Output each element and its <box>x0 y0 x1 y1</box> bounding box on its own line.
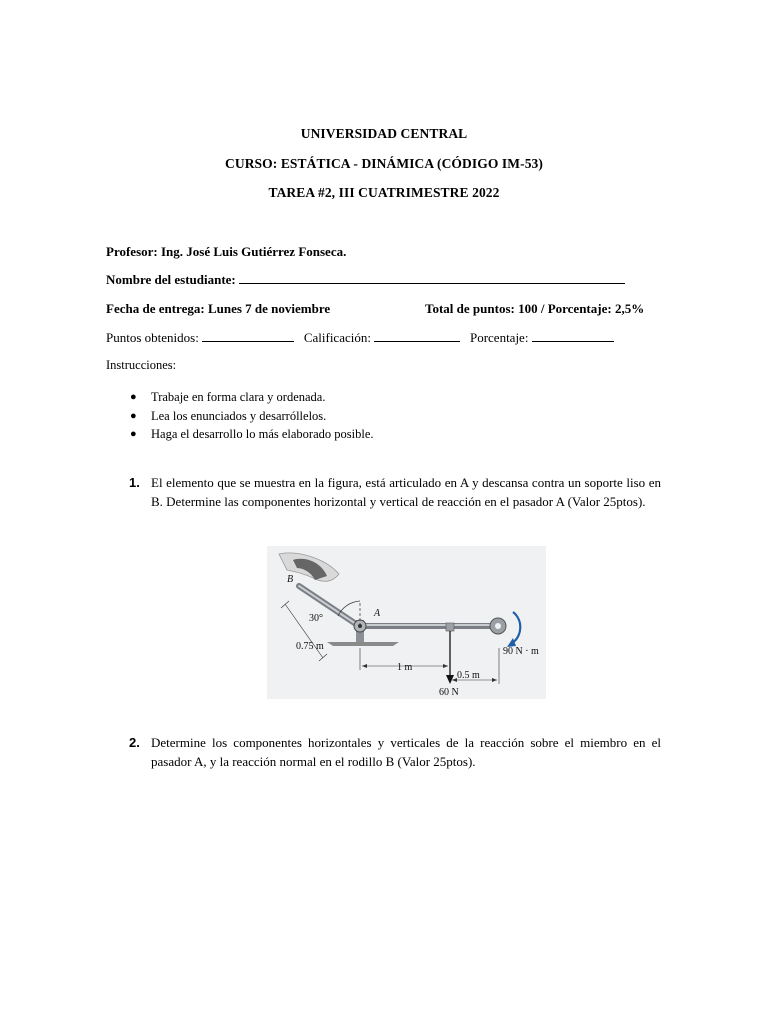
grade-blank[interactable] <box>374 330 460 342</box>
university-title: UNIVERSIDAD CENTRAL <box>300 126 468 141</box>
points-blank[interactable] <box>202 330 294 342</box>
grading-line <box>106 330 614 346</box>
floor-base <box>327 642 399 646</box>
list-item: ● Trabaje en forma clara y ordenada. <box>130 390 326 404</box>
due-label: Fecha de entrega: <box>106 301 205 316</box>
percent-blank[interactable] <box>532 330 614 342</box>
bullet-icon: ● <box>130 428 137 440</box>
label-05m: 0.5 m <box>457 670 480 681</box>
load-collar <box>446 623 454 631</box>
label-force: 60 N <box>439 687 459 698</box>
bullet-icon: ● <box>130 409 137 422</box>
problem-2-text: Determine los componentes horizontales y verticales de la reacción sobre el miembro en el pasador A, y la reacción normal en el rodillo B (Valor 25ptos). <box>151 735 661 769</box>
student-name-line <box>106 272 625 288</box>
student-label: Nombre del estudiante: <box>106 272 236 287</box>
mechanics-diagram <box>267 546 546 699</box>
total-points: Total de puntos: 100 / Porcentaje: 2,5% <box>425 301 645 316</box>
due-value: Lunes 7 de noviembre <box>207 301 331 316</box>
label-075m: 0.75 m <box>296 641 324 652</box>
label-b: B <box>287 574 294 585</box>
student-name-blank[interactable] <box>239 272 625 284</box>
label-1m: 1 m <box>397 662 413 673</box>
instructions-list <box>130 388 374 444</box>
label-moment: 90 N · m <box>503 646 539 657</box>
assignment-title: TAREA #2, III CUATRIMESTRE 2022 <box>268 185 500 200</box>
professor-name: Ing. José Luis Gutiérrez Fonseca. <box>160 244 347 259</box>
percent-label: Porcentaje: <box>469 330 529 345</box>
list-item: ● Haga el desarrollo lo más elaborado posible. <box>130 427 374 441</box>
professor-label: Profesor: <box>106 244 158 259</box>
problem-1-text: El elemento que se muestra en la figura, está articulado en A y descansa contra un soporte liso en B. Determine las componentes horizontal y vertical de reacción en el pasador A (Valor 25ptos). <box>151 475 661 509</box>
problem-2-number: 2. <box>129 735 140 750</box>
problem-1-number: 1. <box>129 475 140 490</box>
label-angle: 30° <box>309 613 323 624</box>
grade-label: Calificación: <box>303 330 371 345</box>
course-title: CURSO: ESTÁTICA - DINÁMICA (CÓDIGO IM-53) <box>225 156 543 171</box>
list-item: ● Lea los enunciados y desarróllelos. <box>130 408 327 423</box>
bullet-icon: ● <box>130 391 137 403</box>
problem-1-figure <box>267 546 546 699</box>
label-a: A <box>374 608 381 619</box>
professor-line <box>106 244 346 260</box>
points-label: Puntos obtenidos: <box>106 330 199 345</box>
due-date-line <box>106 301 330 317</box>
instructions-title: Instrucciones: <box>106 358 177 372</box>
